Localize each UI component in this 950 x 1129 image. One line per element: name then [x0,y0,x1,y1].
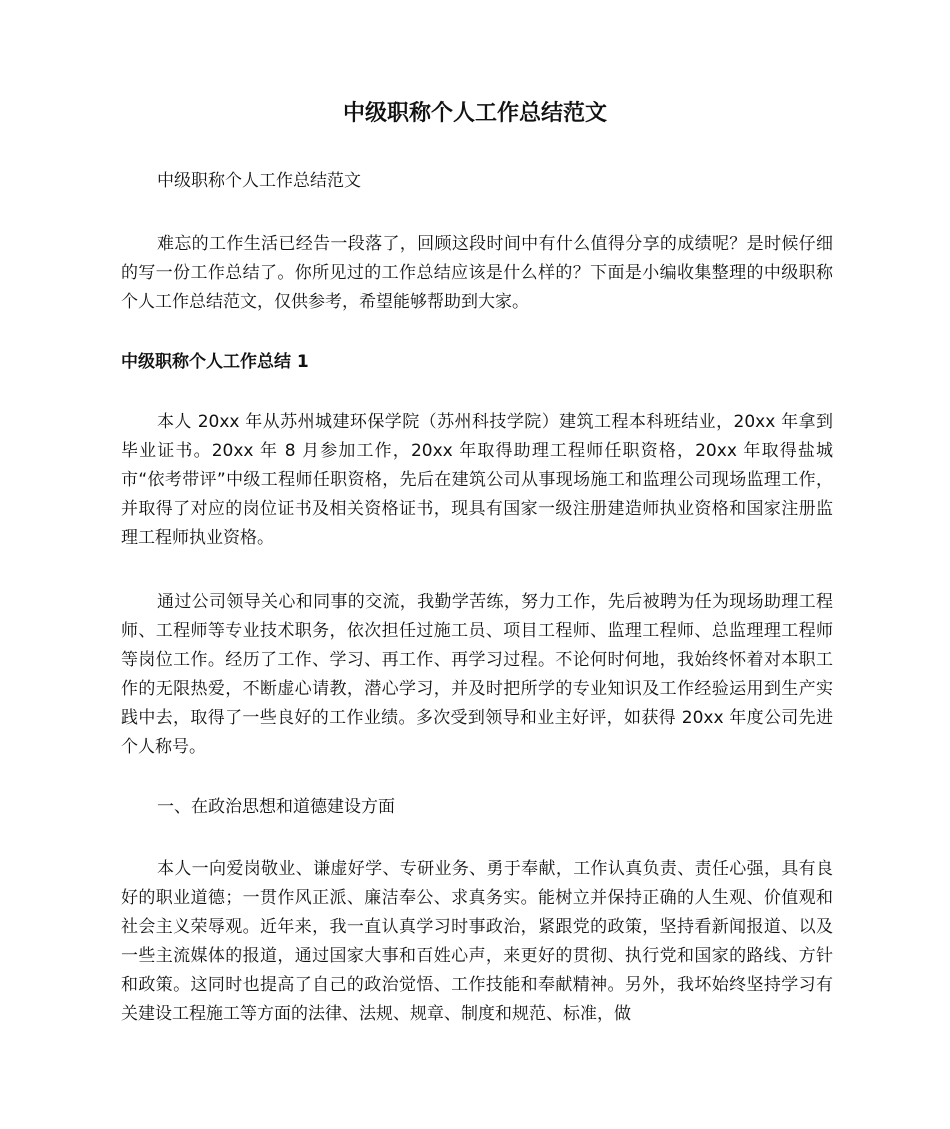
subheading-politics: 一、在政治思想和道德建设方面 [157,797,395,817]
intro-paragraph: 难忘的工作生活已经告一段落了，回顾这段时间中有什么值得分享的成绩呢？是时候仔细的写一份工作总结了。你所见过的工作总结应该是什么样的？下面是小编收集整理的中级职称个人工作总结范文，仅供参考，希望能够帮助到大家。 [121,234,833,312]
section-heading: 中级职称个人工作总结 1 [121,352,309,372]
paragraph-education: 本人 20xx 年从苏州城建环保学院（苏州科技学院）建筑工程本科班结业，20xx 年拿到毕业证书。20xx 年 8 月参加工作，20xx 年取得助理工程师任职资格，20xx 年取得盐城市“依考带评”中级工程师任职资格，先后在建筑公司从事现场施工和监理公司现场监理工作，并取得了对应的岗位证书及相关资格证书，现具有国家一级注册建造师执业资格和国家注册监理工程师执业资格。 [121,412,833,548]
paragraph-career: 通过公司领导关心和同事的交流，我勤学苦练，努力工作，先后被聘为任为现场助理工程师、工程师等专业技术职务，依次担任过施工员、项目工程师、监理工程师、总监理理工程师等岗位工作。经历了工作、学习、再工作、再学习过程。不论何时何地，我始终怀着对本职工作的无限热爱，不断虚心请教，潜心学习，并及时把所学的专业知识及工作经验运用到生产实践中去，取得了一些良好的工作业绩。多次受到领导和业主好评，如获得 20xx 年度公司先进个人称号。 [121,592,833,757]
document-title: 中级职称个人工作总结范文 [342,101,607,126]
paragraph-politics: 本人一向爱岗敬业、谦虚好学、专研业务、勇于奉献，工作认真负责、责任心强，具有良好的职业道德；一贯作风正派、廉洁奉公、求真务实。能树立并保持正确的人生观、价值观和社会主义荣辱观。近年来，我一直认真学习时事政治，紧跟党的政策，坚持看新闻报道、以及一些主流媒体的报道，通过国家大事和百姓心声，来更好的贯彻、执行党和国家的路线、方针和政策。这同时也提高了自己的政治觉悟、工作技能和奉献精神。另外，我坏始终坚持学习有关建设工程施工等方面的法律、法规、规章、制度和规范、标准，做 [121,859,833,1024]
document-subtitle: 中级职称个人工作总结范文 [157,171,361,191]
